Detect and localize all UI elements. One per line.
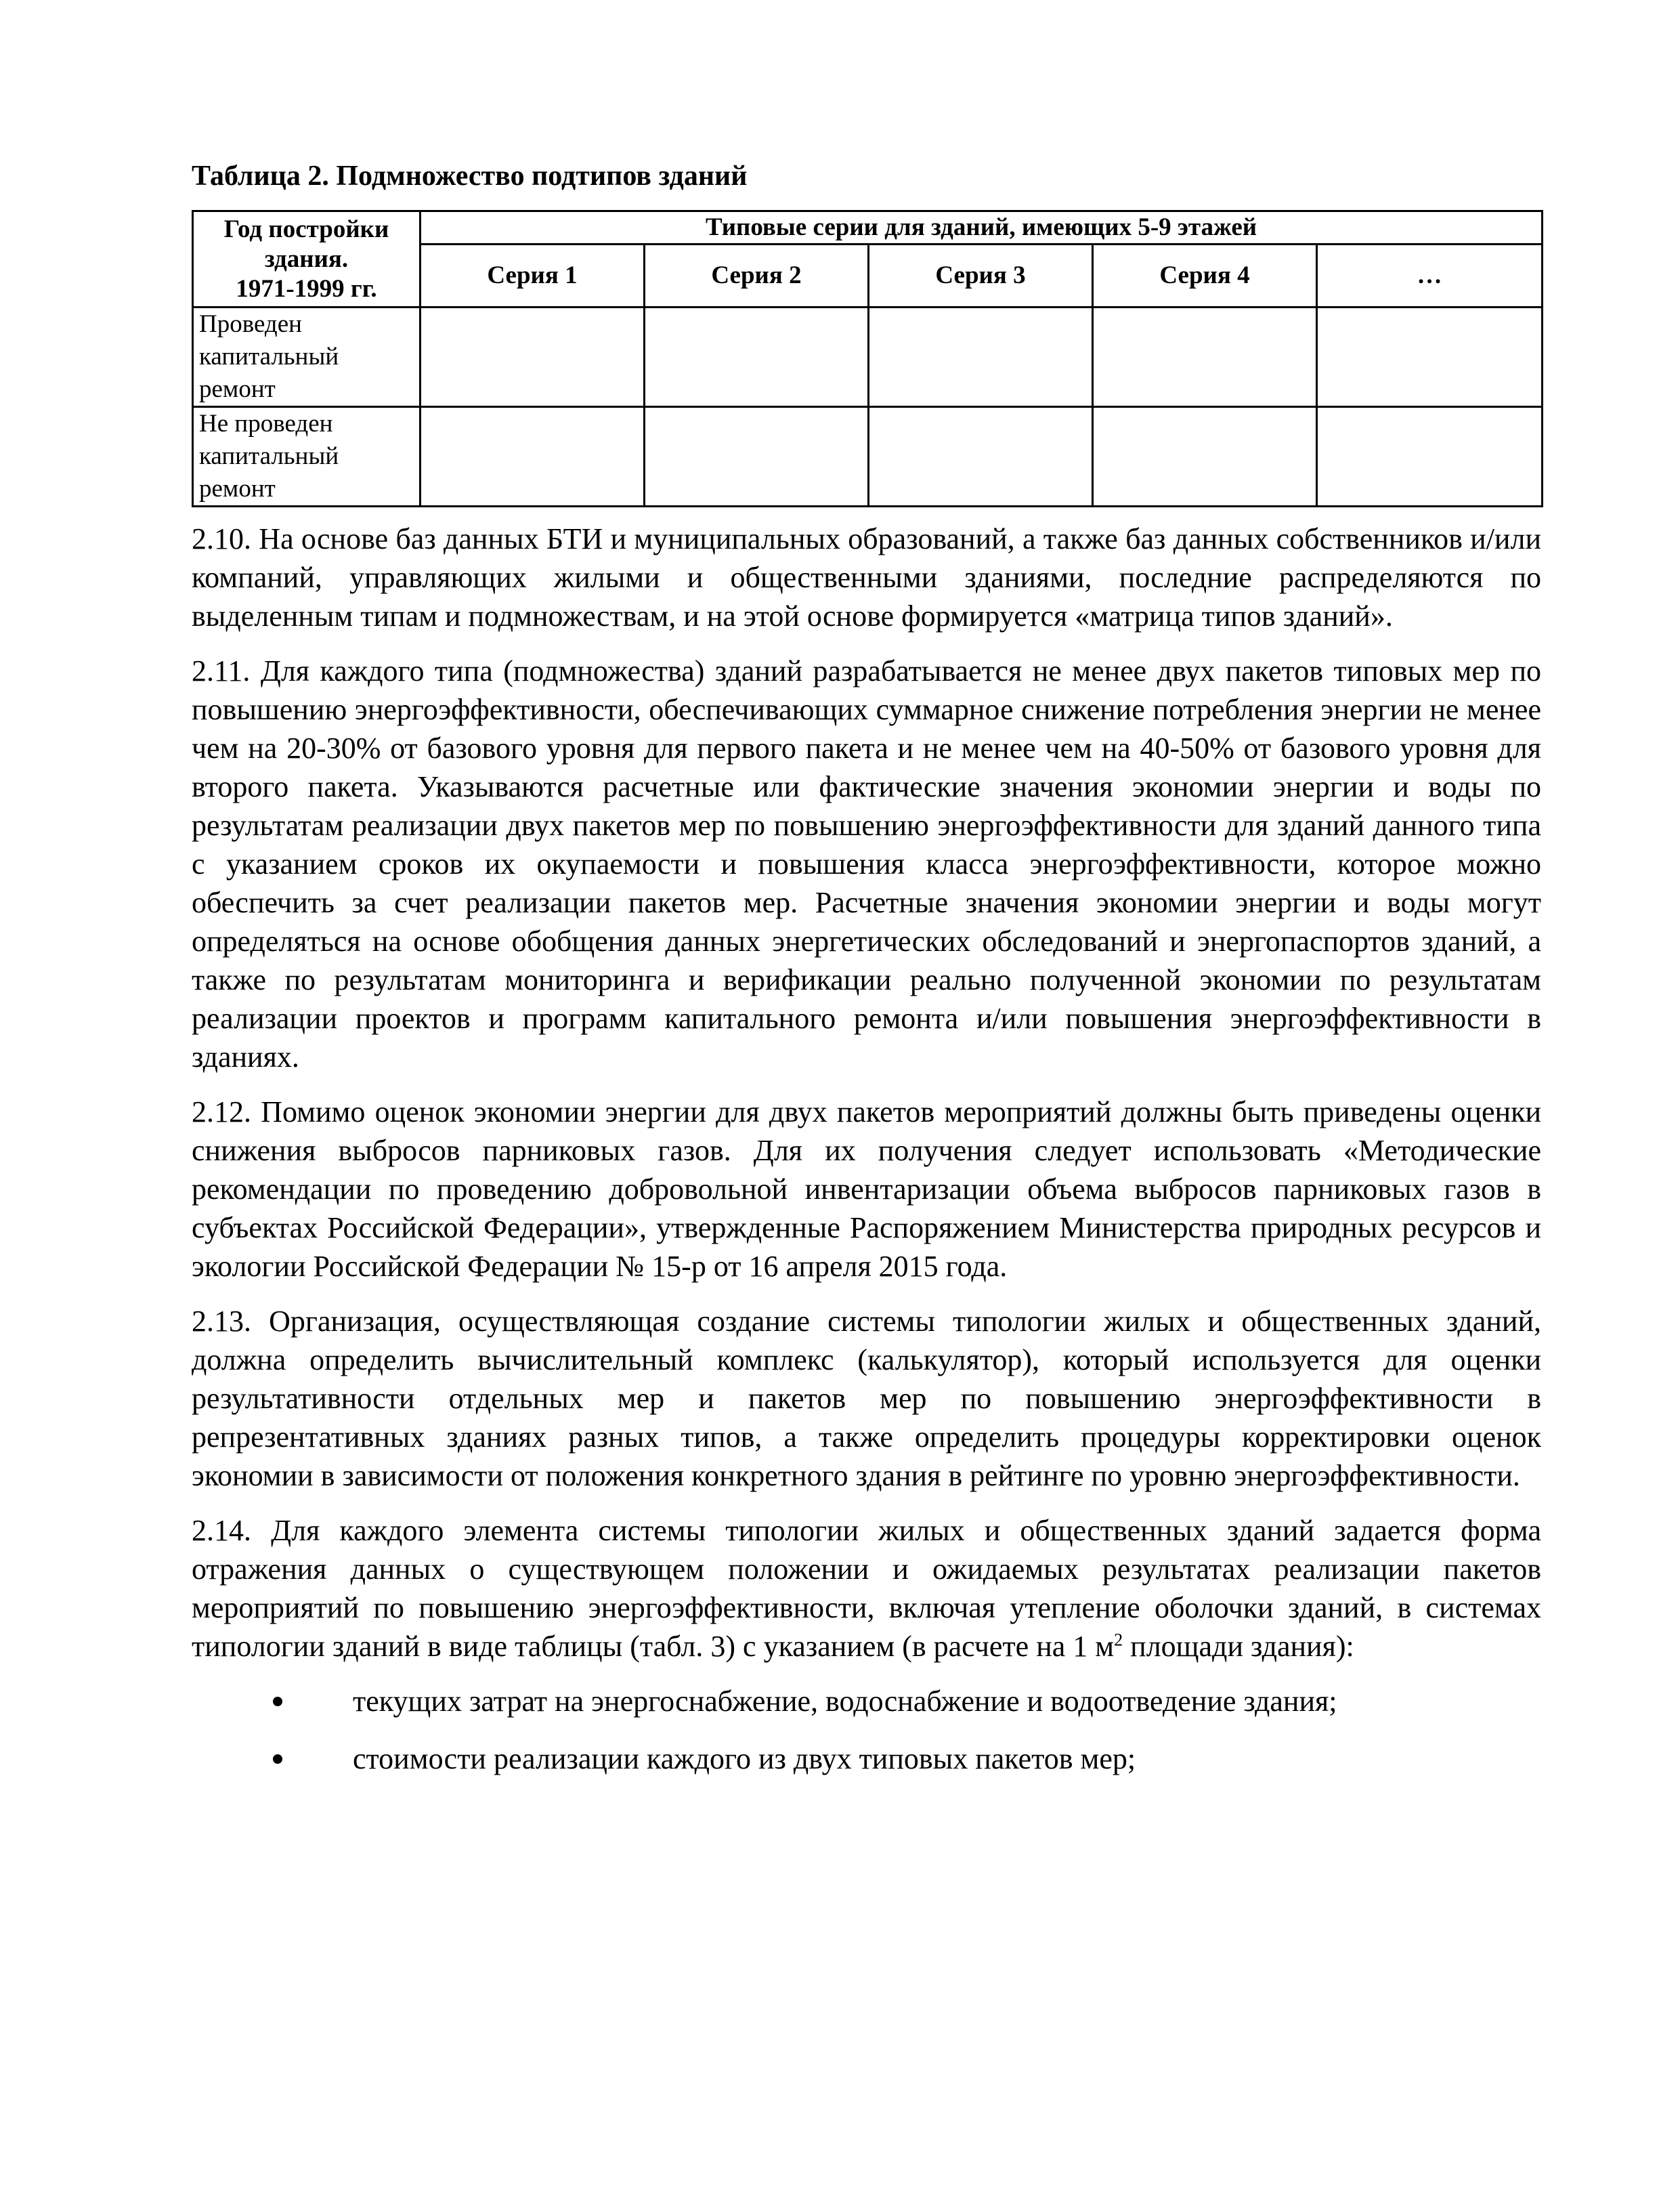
header-build-year [193,211,421,308]
paragraph-2-14-tail: площади здания): [1123,1630,1354,1663]
bullet-icon [273,1754,282,1764]
row-label-line: капитальный [199,343,339,371]
document-page [192,135,1541,1797]
row-label-line: Проведен [199,310,302,338]
table-caption: Таблица 2. Подмножество подтипов зданий [192,161,748,192]
table-header-row [193,211,1543,245]
building-subtypes-table [192,210,1543,507]
table-row [193,407,1543,507]
header-series-4: Серия 4 [1093,245,1317,308]
table-row [193,308,1543,407]
header-series-2: Серия 2 [645,245,869,308]
bullet-icon [273,1697,282,1706]
row-label-line: Не проведен [199,410,333,438]
bullet-list [192,1682,1541,1778]
row-label-line: капитальный [199,442,339,470]
table-cell [1093,407,1317,507]
header-series-more: … [1317,245,1543,308]
table-cell [1093,308,1317,407]
row-label-line: ремонт [199,475,276,503]
header-year-line: здания. [264,245,349,273]
paragraph-2-11: 2.11. Для каждого типа (подмножества) зданий разрабатывается не менее двух пакетов типовых мер по повышению энергоэффективности, обеспечивающих суммарное снижение потребления энергии не менее чем на 20-30% от базового уровня для первого пакета и не менее чем на 40-50% от базового уровня для второго пакета. Указываются расчетные или фактические значения экономии энергии и воды по результатам реализации двух пакетов мер по повышению энергоэффективности для зданий данного типа с указанием сроков их окупаемости и повышения класса энергоэффективности, которое можно обеспечить за счет реализации пакетов мер. Расчетные значения экономии энергии и воды могут определяться на основе обобщения данных энергетических обследований и энергопаспортов зданий, а также по результатам мониторинга и верификации реально полученной экономии по результатам реализации проектов и программ капитального ремонта и/или повышения энергоэффективности в зданиях. [192,654,1541,1074]
header-year-line: 1971-1999 гг. [236,274,377,303]
table-cell [645,308,869,407]
table-cell [1317,308,1543,407]
header-year-line: Год постройки [223,215,389,243]
paragraph-2-12: 2.12. Помимо оценок экономии энергии для двух пакетов мероприятий должны быть приведены оценки снижения выбросов парниковых газов. Для их получения следует использовать «Методические рекомендации по проведению добровольной инвентаризации объема выбросов парниковых газов в субъектах Российской Федерации», утвержденные Распоряжением Министерства природных ресурсов и экологии Российской Федерации № 15-р от 16 апреля 2015 года. [192,1095,1541,1283]
paragraph-2-10: 2.10. На основе баз данных БТИ и муниципальных образований, а также баз данных собственников и/или компаний, управляющих жилыми и общественными зданиями, последние распределяются по выделенным типам и подмножествам, и на этой основе формируется «матрица типов зданий». [192,522,1541,633]
list-item-text: текущих затрат на энергоснабжение, водоснабжение и водоотведение здания; [353,1685,1337,1718]
paragraph-2-14-text: 2.14. Для каждого элемента системы типологии жилых и общественных зданий задается форма отражения данных о существующем положении и ожидаемых результатах реализации пакетов мероприятий по повышению энергоэффективности, включая утепление оболочки зданий, в системах типологии зданий в виде таблицы (табл. 3) с указанием (в расчете на 1 м [192,1514,1541,1663]
table-cell [421,407,645,507]
table-cell [421,308,645,407]
list-item [192,1739,1541,1778]
table-cell [869,407,1093,507]
row-label-line: ремонт [199,375,276,403]
superscript-2: 2 [1114,1630,1123,1650]
row-label-repaired [193,308,421,407]
list-item [192,1682,1541,1720]
header-series-3: Серия 3 [869,245,1093,308]
table-cell [645,407,869,507]
table-cell [1317,407,1543,507]
row-label-not-repaired [193,407,421,507]
paragraph-2-14 [192,1511,1541,1666]
list-item-text: стоимости реализации каждого из двух типовых пакетов мер; [353,1742,1136,1775]
paragraph-2-13: 2.13. Организация, осуществляющая создание системы типологии жилых и общественных зданий, должна определить вычислительный комплекс (калькулятор), который используется для оценки результативности отдельных мер и пакетов мер по повышению энергоэффективности в репрезентативных зданиях разных типов, а также определить процедуры корректировки оценок экономии в зависимости от положения конкретного здания в рейтинге по уровню энергоэффективности. [192,1305,1541,1492]
header-series-1: Серия 1 [421,245,645,308]
header-series-group: Типовые серии для зданий, имеющих 5-9 этажей [421,211,1543,245]
table-cell [869,308,1093,407]
